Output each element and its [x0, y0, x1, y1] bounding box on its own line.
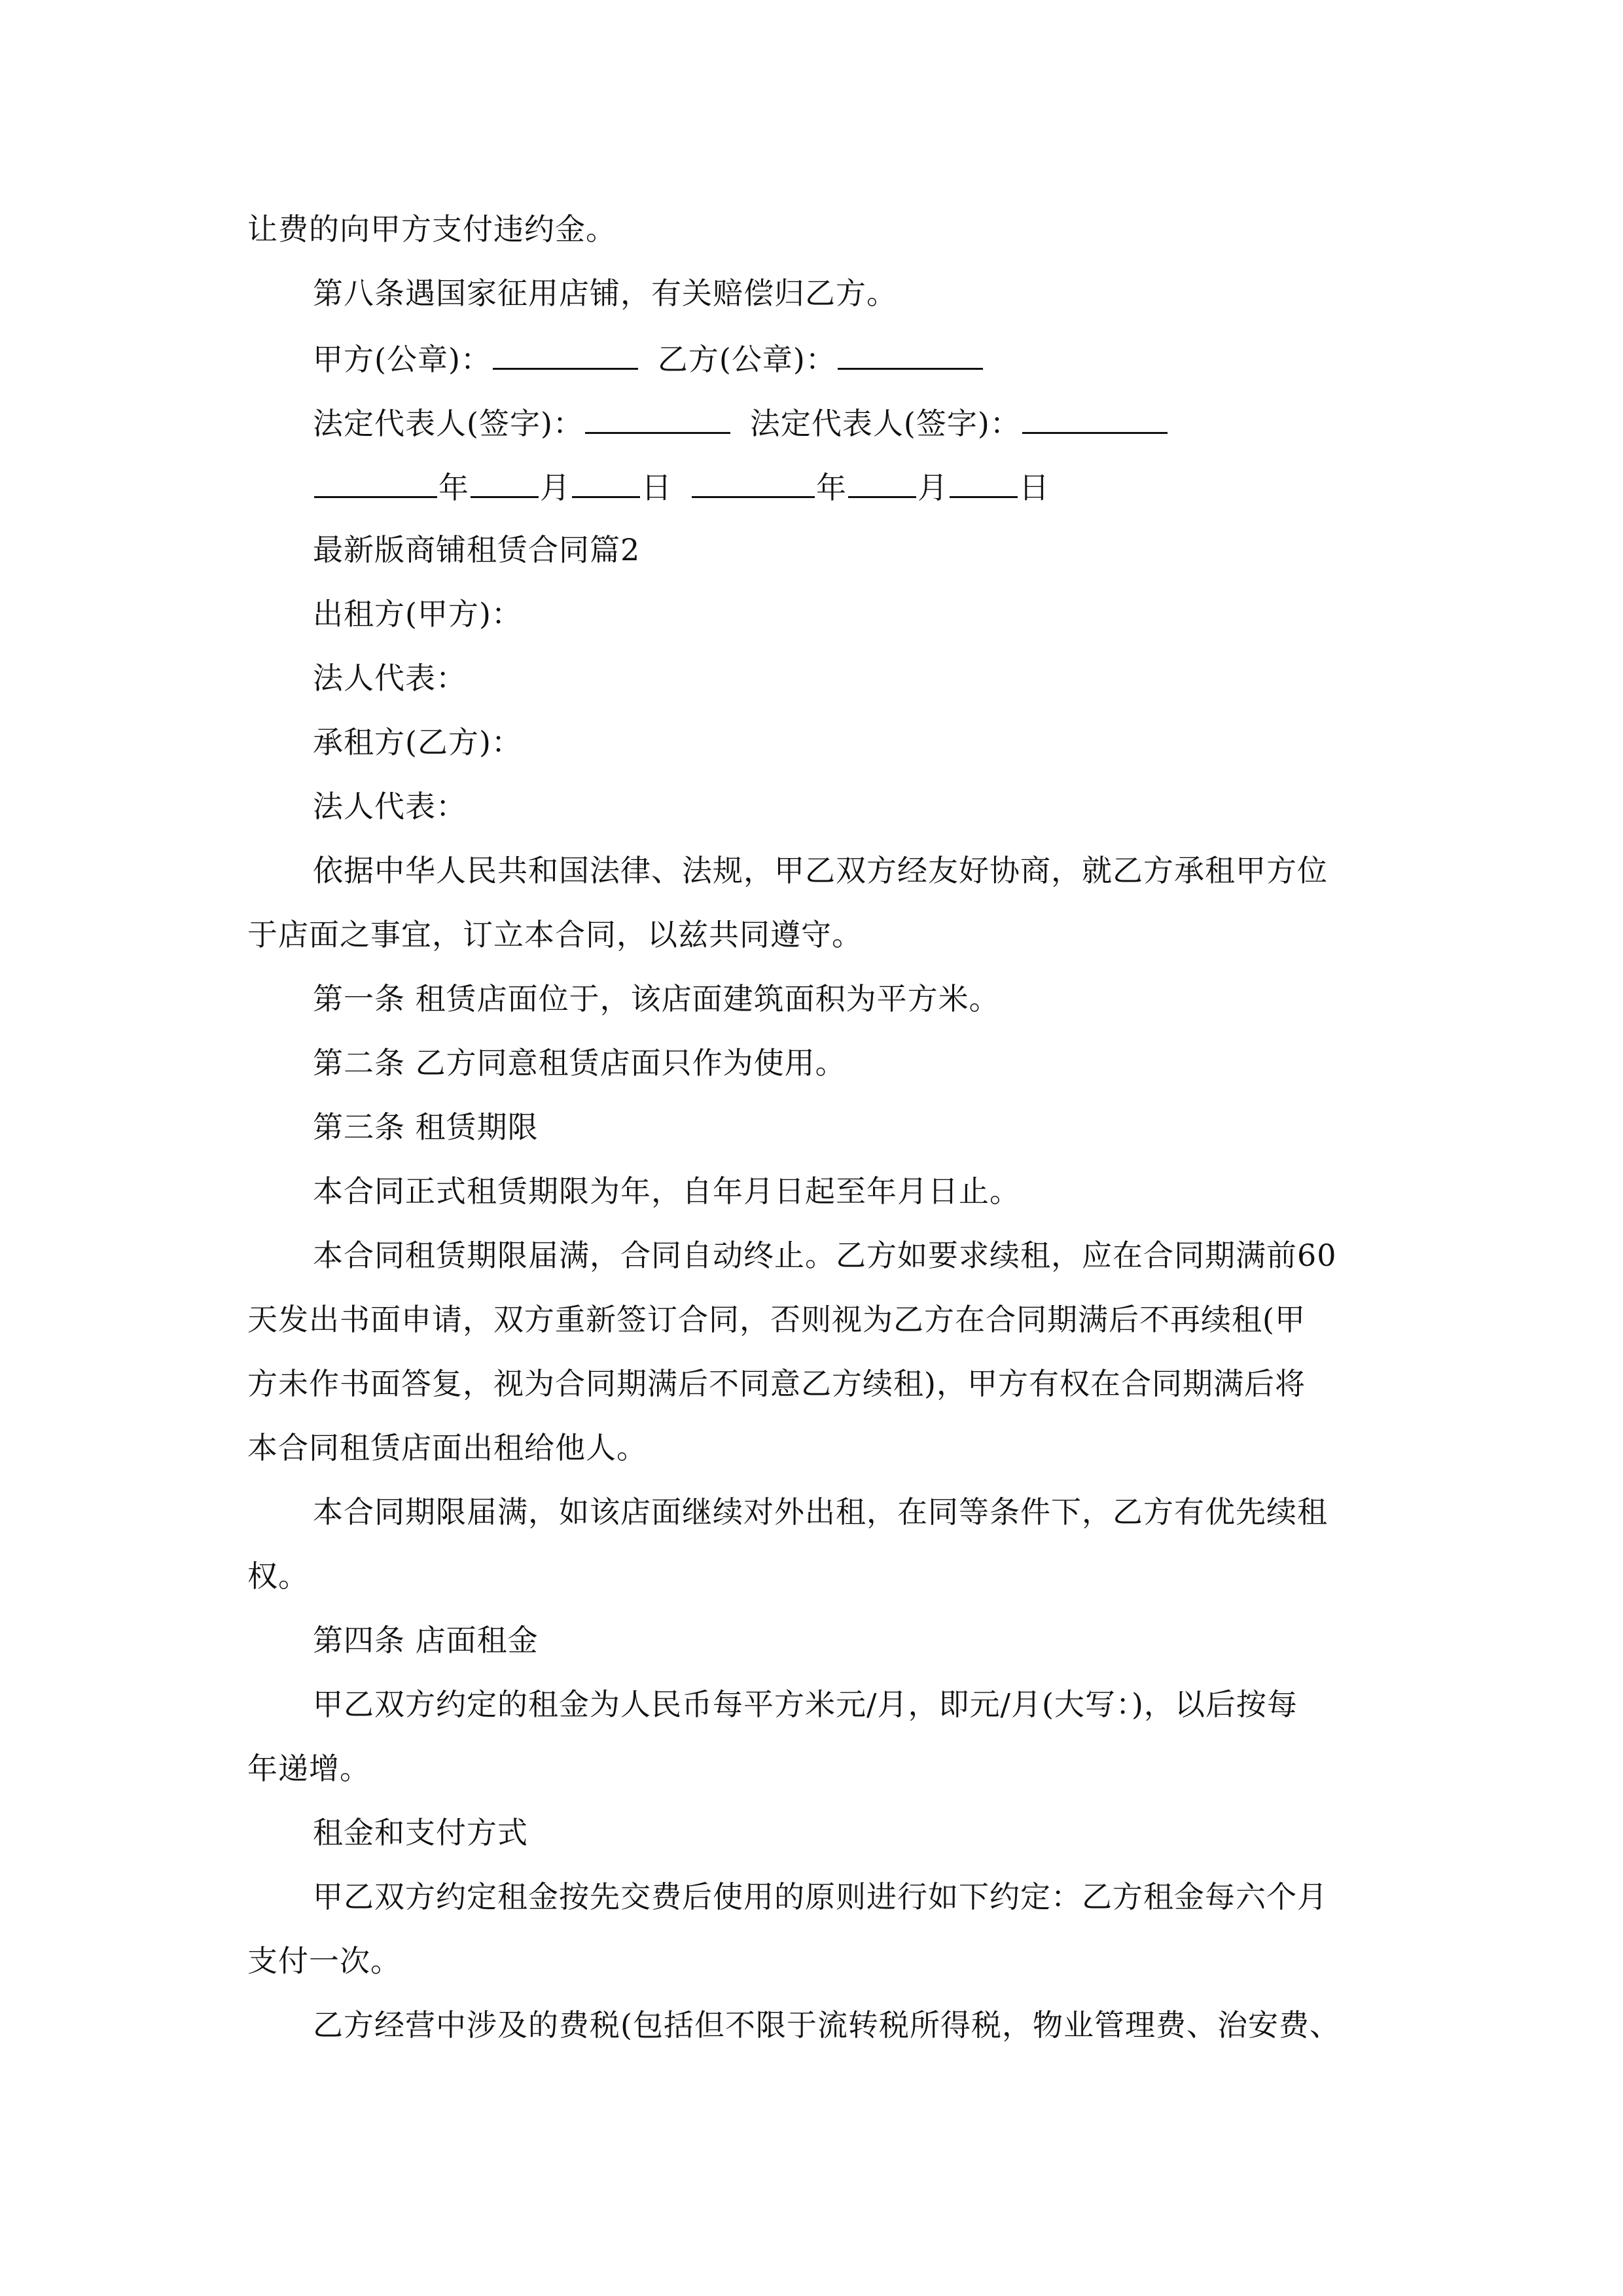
rep-a-label: 法定代表人(签字)： — [313, 406, 584, 441]
text-line: 让费的向甲方支付违约金。 — [247, 211, 616, 247]
text-line: 第二条 乙方同意租赁店面只作为使用。 — [313, 1045, 846, 1081]
text-line: 第三条 租赁期限 — [313, 1109, 539, 1145]
rep-b-blank — [1022, 403, 1168, 434]
month-label: 月 — [540, 470, 571, 505]
text-line: 法人代表： — [313, 789, 467, 824]
month-blank — [471, 467, 539, 498]
text-line: 天发出书面申请，双方重新签订合同，否则视为乙方在合同期满后不再续租(甲 — [247, 1302, 1306, 1337]
text-line: 权。 — [247, 1558, 309, 1594]
rep-a-blank — [585, 403, 730, 434]
day-blank — [572, 467, 640, 498]
text-line: 于店面之事宜，订立本合同，以兹共同遵守。 — [247, 917, 863, 952]
signature-row-seals — [313, 339, 1458, 378]
party-a-seal-label: 甲方(公章)： — [313, 342, 491, 377]
signature-row-reps — [313, 403, 1458, 442]
month-blank — [848, 467, 916, 498]
text-line: 本合同期限届满，如该店面继续对外出租，在同等条件下，乙方有优先续租 — [313, 1494, 1328, 1530]
text-line: 第四条 店面租金 — [313, 1623, 539, 1658]
text-line: 出租方(甲方)： — [313, 596, 522, 632]
text-line: 第八条遇国家征用店铺，有关赔偿归乙方。 — [313, 276, 897, 311]
text-line: 承租方(乙方)： — [313, 725, 522, 760]
day-label: 日 — [1019, 470, 1050, 505]
section-title: 最新版商铺租赁合同篇2 — [313, 532, 641, 567]
day-blank — [950, 467, 1018, 498]
text-line: 年递增。 — [247, 1751, 370, 1786]
party-b-seal-label: 乙方(公章)： — [657, 342, 836, 377]
text-line: 租金和支付方式 — [313, 1815, 528, 1850]
month-label: 月 — [918, 470, 948, 505]
text-line: 方未作书面答复，视为合同期满后不同意乙方续租)，甲方有权在合同期满后将 — [247, 1366, 1306, 1401]
text-line: 依据中华人民共和国法律、法规，甲乙双方经友好协商，就乙方承租甲方位 — [313, 853, 1328, 888]
year-label: 年 — [816, 470, 847, 505]
year-blank — [692, 467, 815, 498]
text-line: 本合同租赁店面出租给他人。 — [247, 1430, 647, 1465]
text-line: 甲乙双方约定的租金为人民币每平方米元/月，即元/月(大写：)，以后按每 — [313, 1687, 1298, 1722]
text-line: 乙方经营中涉及的费税(包括但不限于流转税所得税，物业管理费、治安费、 — [313, 2007, 1340, 2043]
year-label: 年 — [438, 470, 469, 505]
year-blank — [314, 467, 437, 498]
rep-b-label: 法定代表人(签字)： — [749, 406, 1021, 441]
text-line: 第一条 租赁店面位于，该店面建筑面积为平方米。 — [313, 981, 1000, 1016]
party-a-seal-blank — [493, 339, 638, 370]
signature-row-dates — [313, 467, 1458, 506]
party-b-seal-blank — [838, 339, 983, 370]
text-line: 本合同租赁期限届满，合同自动终止。乙方如要求续租，应在合同期满前60 — [313, 1238, 1337, 1273]
text-line: 法人代表： — [313, 660, 467, 696]
day-label: 日 — [641, 470, 672, 505]
text-line: 支付一次。 — [247, 1943, 401, 1979]
text-line: 甲乙双方约定租金按先交费后使用的原则进行如下约定：乙方租金每六个月 — [313, 1879, 1328, 1914]
text-line: 本合同正式租赁期限为年，自年月日起至年月日止。 — [313, 1174, 1020, 1209]
